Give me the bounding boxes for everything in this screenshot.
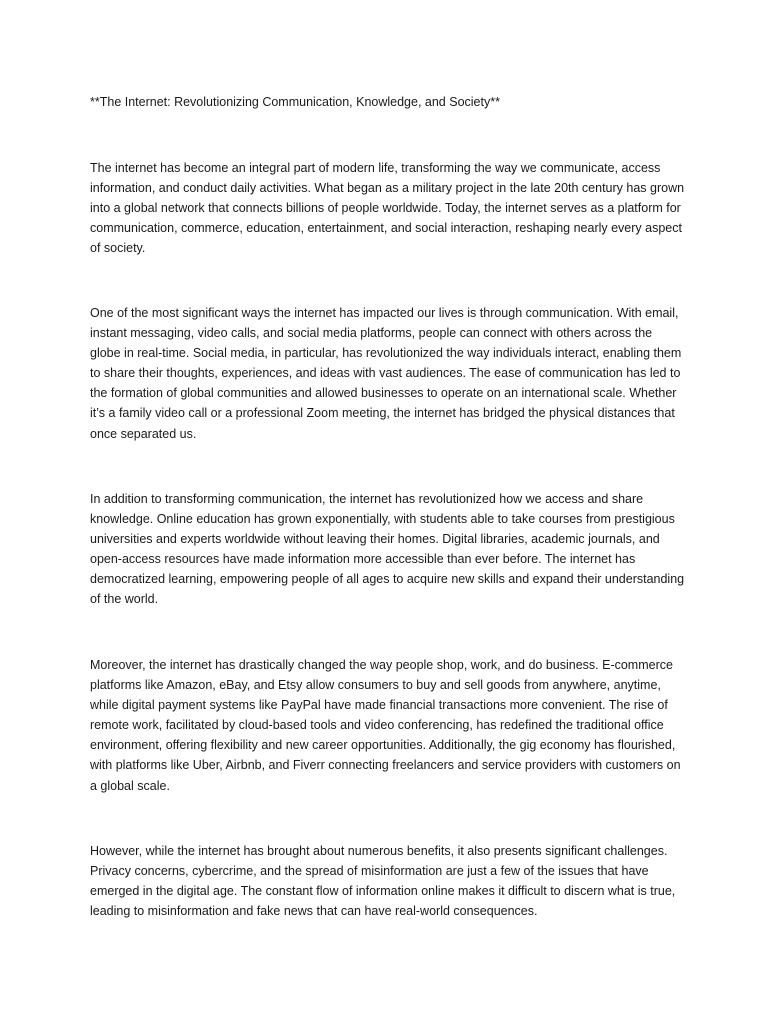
paragraph-introduction: The internet has become an integral part of modern life, transforming the way we communicate, access information, and conduct daily activities. What began as a military project in the late 20th century has grown into a global network that connects billions of people worldwide. Today, the internet serves as a platform for communication, commerce, education, entertainment, and social interaction, reshaping nearly every aspect of society. — [90, 161, 685, 256]
paragraph-commerce: Moreover, the internet has drastically changed the way people shop, work, and do business. E-commerce platforms like Amazon, eBay, and Etsy allow consumers to buy and sell goods from anywhere, anytime, while digital payment systems like PayPal have made financial transactions more convenient. The rise of remote work, facilitated by cloud-based tools and video conferencing, has redefined the traditional office environment, offering flexibility and new career opportunities. Additionally, the gig economy has flourished, with platforms like Uber, Airbnb, and Fiverr connecting freelancers and service providers with customers on a global scale. — [90, 658, 681, 793]
paragraph-challenges: However, while the internet has brought about numerous benefits, it also presents significant challenges. Privacy concerns, cybercrime, and the spread of misinformation are just a few of the issues that have emerged in the digital age. The constant flow of information online makes it difficult to discern what is true, leading to misinformation and fake news that can have real-world consequences. — [90, 844, 676, 919]
document-title: **The Internet: Revolutionizing Communication, Knowledge, and Society** — [90, 95, 500, 109]
paragraph-knowledge: In addition to transforming communication, the internet has revolutionized how we access and share knowledge. Online education has grown exponentially, with students able to take courses from prestigious universities and experts worldwide without leaving their homes. Digital libraries, academic journals, and open-access resources have made information more accessible than ever before. The internet has democratized learning, empowering people of all ages to acquire new skills and expand their understanding of the world. — [90, 492, 685, 607]
paragraph-communication: One of the most significant ways the internet has impacted our lives is through communication. With email, instant messaging, video calls, and social media platforms, people can connect with others across the globe in real-time. Social media, in particular, has revolutionized the way individuals interact, enabling them to share their thoughts, experiences, and ideas with vast audiences. The ease of communication has led to the formation of global communities and allowed businesses to operate on an international scale. Whether it’s a family video call or a professional Zoom meeting, the internet has bridged the physical distances that once separated us. — [90, 306, 682, 441]
